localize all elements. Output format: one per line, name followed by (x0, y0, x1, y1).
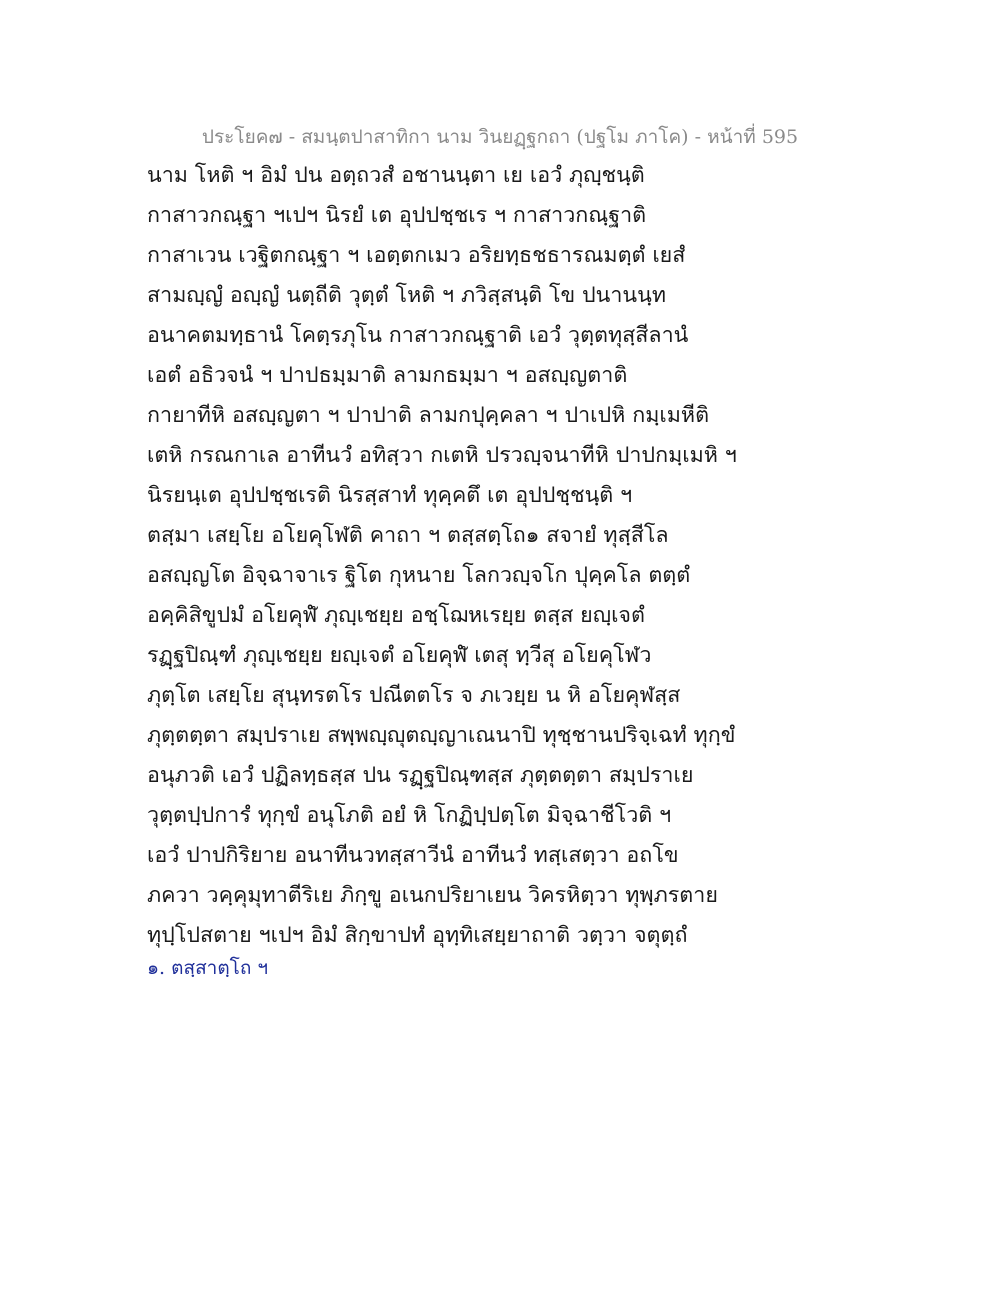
footnote: ๑. ตสฺสาตฺโถ ฯ (147, 957, 269, 979)
text-line: อนาคตมทฺธานํ โคตฺรภุโน กาสาวกณฺฐาติ เอวํ วุตฺตทุสฺสีลานํ (147, 323, 689, 348)
page-header: ประโยค๗ - สมนฺตปาสาทิกา นาม วินยฏฺฐกถา (ปฐโม ภาโค) - หน้าที่ 595 (201, 126, 799, 148)
text-line: ทุปฺโปสตาย ฯเปฯ อิมํ สิกฺขาปทํ อุทฺทิเสยฺยาถาติ วตฺวา จตุตฺถํ (147, 923, 688, 948)
text-line: นิรยนฺเต อุปปชฺชเรติ นิรสฺสาทํ ทุคฺคตึ เต อุปปชฺชนฺติ ฯ (147, 483, 633, 508)
text-line: ภุตฺตตฺตา สมฺปราเย สพฺพญฺญุตญฺญาเณนาปิ ทุชฺชานปริจฺเฉทํ ทุกฺขํ (147, 723, 736, 748)
text-line: กาสาวกณฺฐา ฯเปฯ นิรยํ เต อุปปชฺชเร ฯ กาสาวกณฺฐาติ (147, 203, 647, 228)
text-line: รฏฺฐปิณฺฑํ ภุญฺเชยฺย ยญฺเจตํ อโยคุฬํ เตสุ ทฺวีสุ อโยคุโฬว (147, 643, 652, 668)
text-line: สามญฺญํ อญฺญํ นตฺถีติ วุตฺตํ โหติ ฯ ภวิสฺสนฺติ โข ปนานนฺท (147, 283, 667, 308)
text-line: ภควา วคฺคุมุทาตีริเย ภิกฺขู อเนกปริยาเยน วิครหิตฺวา ทุพฺภรตาย (147, 883, 718, 908)
text-line: วุตฺตปฺปการํ ทุกฺขํ อนุโภติ อยํ หิ โกฏิปฺปตฺโต มิจฺฉาชีโวติ ฯ (147, 803, 672, 828)
text-line: ตสฺมา เสยฺโย อโยคุโฬติ คาถา ฯ ตสฺสตฺโถ๑ สจายํ ทุสฺสีโล (147, 523, 669, 548)
text-line: ภุตฺโต เสยฺโย สุนฺทรตโร ปณีตตโร จ ภเวยฺย น หิ อโยคุฬสฺส (147, 683, 681, 708)
body-text (147, 160, 867, 960)
text-line: กายาทีหิ อสญฺญตา ฯ ปาปาติ ลามกปุคฺคลา ฯ ปาเปหิ กมฺเมหีติ (147, 403, 710, 428)
text-line: กาสาเวน เวฐิตกณฺฐา ฯ เอตฺตกเมว อริยทฺธชธารณมตฺตํ เยสํ (147, 243, 686, 268)
text-line: อคฺคิสิขูปมํ อโยคุฬํ ภุญฺเชยฺย อชฺโฌหเรยฺย ตสฺส ยญฺเจตํ (147, 603, 645, 628)
text-line: เตหิ กรณกาเล อาทีนวํ อทิสฺวา กเตหิ ปรวญฺจนาทีหิ ปาปกมฺเมหิ ฯ (147, 443, 737, 468)
text-line: เอวํ ปาปกิริยาย อนาทีนวทสฺสาวีนํ อาทีนวํ ทสฺเสตฺวา อถโข (147, 843, 679, 868)
text-line: อสญฺญโต อิจฺฉาจาเร ฐิโต กุหนาย โลกวญฺจโก ปุคฺคโล ตตฺตํ (147, 563, 691, 588)
text-line: อนุภวติ เอวํ ปฏิลทฺธสฺส ปน รฏฺฐปิณฺฑสฺส ภุตฺตตฺตา สมฺปราเย (147, 763, 694, 788)
text-line: เอตํ อธิวจนํ ฯ ปาปธมฺมาติ ลามกธมฺมา ฯ อสญฺญตาติ (147, 363, 628, 388)
text-line: นาม โหติ ฯ อิมํ ปน อตฺถวสํ อชานนฺตา เย เอวํ ภุญฺชนฺติ (147, 163, 645, 188)
